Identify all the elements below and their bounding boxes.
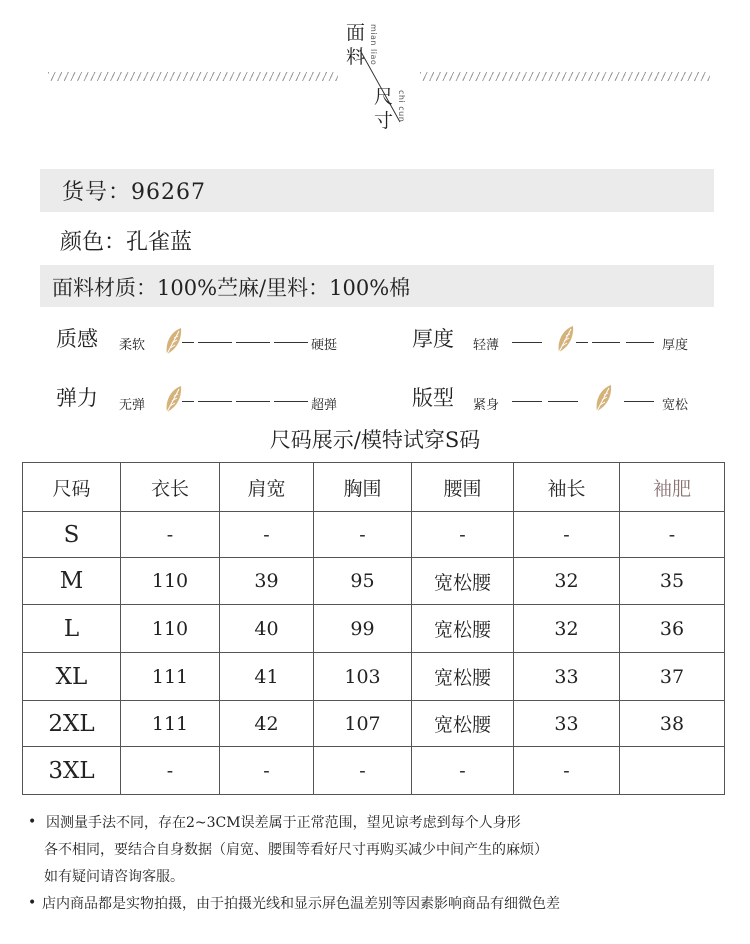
stretch-dash-4 xyxy=(274,401,308,402)
table-cell: 111 xyxy=(121,701,220,747)
note-bullet-2: • xyxy=(28,895,37,911)
left-hatch-line xyxy=(48,72,338,81)
size-char-1: 尺 xyxy=(374,86,394,108)
table-cell: - xyxy=(412,512,514,558)
table-cell: - xyxy=(220,512,314,558)
table-cell: - xyxy=(514,747,620,795)
note-bullet-1: • xyxy=(28,814,37,830)
size-table xyxy=(22,462,725,795)
table-cell: 41 xyxy=(220,653,314,701)
table-cell: - xyxy=(620,512,725,558)
thickness-dash-1 xyxy=(512,342,542,343)
stretch-dash-2 xyxy=(198,401,232,402)
fit-high-label: 宽松 xyxy=(662,398,689,413)
table-row xyxy=(23,747,725,795)
header-cell: 尺码 xyxy=(23,463,121,512)
table-row xyxy=(23,512,725,558)
table-cell: 107 xyxy=(314,701,412,747)
header-cell: 肩宽 xyxy=(220,463,314,512)
table-cell xyxy=(620,747,725,795)
note-line-1: 因测量手法不同，存在2~3CM误差属于正常范围，望见谅考虑到每个人身形 xyxy=(46,815,521,831)
table-cell: 宽松腰 xyxy=(412,605,514,653)
stretch-label: 弹力 xyxy=(56,386,98,410)
table-row xyxy=(23,653,725,701)
item-number: 货号：96267 xyxy=(62,180,206,205)
item-color: 颜色：孔雀蓝 xyxy=(60,230,193,255)
table-cell: 99 xyxy=(314,605,412,653)
size-cell: XL xyxy=(23,653,121,701)
table-cell: 111 xyxy=(121,653,220,701)
size-cell: 3XL xyxy=(23,747,121,795)
table-cell: - xyxy=(121,512,220,558)
thickness-high-label: 厚度 xyxy=(662,338,689,353)
size-table-title: 尺码展示/模特试穿S码 xyxy=(269,428,481,452)
table-cell: 宽松腰 xyxy=(412,701,514,747)
header-cell: 胸围 xyxy=(314,463,412,512)
header-cell: 袖长 xyxy=(514,463,620,512)
table-cell: - xyxy=(412,747,514,795)
table-cell: 36 xyxy=(620,605,725,653)
size-pinyin: chi cun xyxy=(397,90,406,123)
feel-dash-3 xyxy=(236,342,270,343)
table-cell: 39 xyxy=(220,558,314,605)
stretch-dash-3 xyxy=(236,401,270,402)
table-cell: 38 xyxy=(620,701,725,747)
feel-label: 质感 xyxy=(56,327,98,351)
table-cell: - xyxy=(314,512,412,558)
feel-leaf-icon xyxy=(162,326,184,356)
fit-dash-1 xyxy=(512,401,542,402)
table-cell: 110 xyxy=(121,605,220,653)
feel-high-label: 硬挺 xyxy=(311,338,338,353)
size-cell: M xyxy=(23,558,121,605)
fit-dash-3 xyxy=(624,401,654,402)
table-cell: 103 xyxy=(314,653,412,701)
table-cell: 32 xyxy=(514,558,620,605)
header-cell: 衣长 xyxy=(121,463,220,512)
thickness-low-label: 轻薄 xyxy=(473,338,500,353)
fabric-char-2: 料 xyxy=(346,46,366,68)
stretch-leaf-icon xyxy=(162,384,184,414)
feel-dash-4 xyxy=(274,342,308,343)
table-row xyxy=(23,558,725,605)
table-cell: 42 xyxy=(220,701,314,747)
table-cell: 32 xyxy=(514,605,620,653)
table-cell: - xyxy=(314,747,412,795)
table-cell: 40 xyxy=(220,605,314,653)
table-cell: 110 xyxy=(121,558,220,605)
header-cell: 袖肥 xyxy=(620,463,725,512)
fabric-pinyin: mian liao xyxy=(369,24,378,66)
size-cell: 2XL xyxy=(23,701,121,747)
table-cell: 37 xyxy=(620,653,725,701)
item-material: 面料材质：100%苎麻/里料：100%棉 xyxy=(52,276,411,300)
size-cell: L xyxy=(23,605,121,653)
fit-dash-2 xyxy=(548,401,578,402)
thickness-dash-4 xyxy=(626,342,654,343)
table-cell: 95 xyxy=(314,558,412,605)
fit-leaf-icon xyxy=(592,383,614,413)
stretch-dash-1 xyxy=(182,401,194,402)
table-cell: 33 xyxy=(514,701,620,747)
table-row xyxy=(23,605,725,653)
feel-low-label: 柔软 xyxy=(119,338,146,353)
fit-label: 版型 xyxy=(412,386,454,410)
table-row xyxy=(23,701,725,747)
thickness-label: 厚度 xyxy=(412,327,454,351)
note-line-4: 店内商品都是实物拍摄，由于拍摄光线和显示屏色温差别等因素影响商品有细微色差 xyxy=(42,896,560,912)
table-header-row xyxy=(23,463,725,512)
table-cell: - xyxy=(121,747,220,795)
table-cell: - xyxy=(514,512,620,558)
thickness-dash-2 xyxy=(576,342,588,343)
feel-dash-1 xyxy=(182,342,194,343)
header-cell: 腰围 xyxy=(412,463,514,512)
note-line-3: 如有疑问请咨询客服。 xyxy=(44,869,184,885)
thickness-dash-3 xyxy=(592,342,620,343)
stretch-high-label: 超弹 xyxy=(311,398,338,413)
fabric-char-1: 面 xyxy=(346,22,366,44)
feel-dash-2 xyxy=(198,342,232,343)
size-char-2: 寸 xyxy=(374,110,394,132)
fit-low-label: 紧身 xyxy=(473,398,500,413)
thickness-leaf-icon xyxy=(554,324,576,354)
table-cell: - xyxy=(220,747,314,795)
note-line-2: 各不相同，要结合自身数据（肩宽、腰围等看好尺寸再购买减少中间产生的麻烦） xyxy=(44,842,548,858)
right-hatch-line xyxy=(420,72,710,81)
stretch-low-label: 无弹 xyxy=(119,398,146,413)
table-cell: 宽松腰 xyxy=(412,653,514,701)
size-cell: S xyxy=(23,512,121,558)
table-cell: 33 xyxy=(514,653,620,701)
table-cell: 宽松腰 xyxy=(412,558,514,605)
table-cell: 35 xyxy=(620,558,725,605)
